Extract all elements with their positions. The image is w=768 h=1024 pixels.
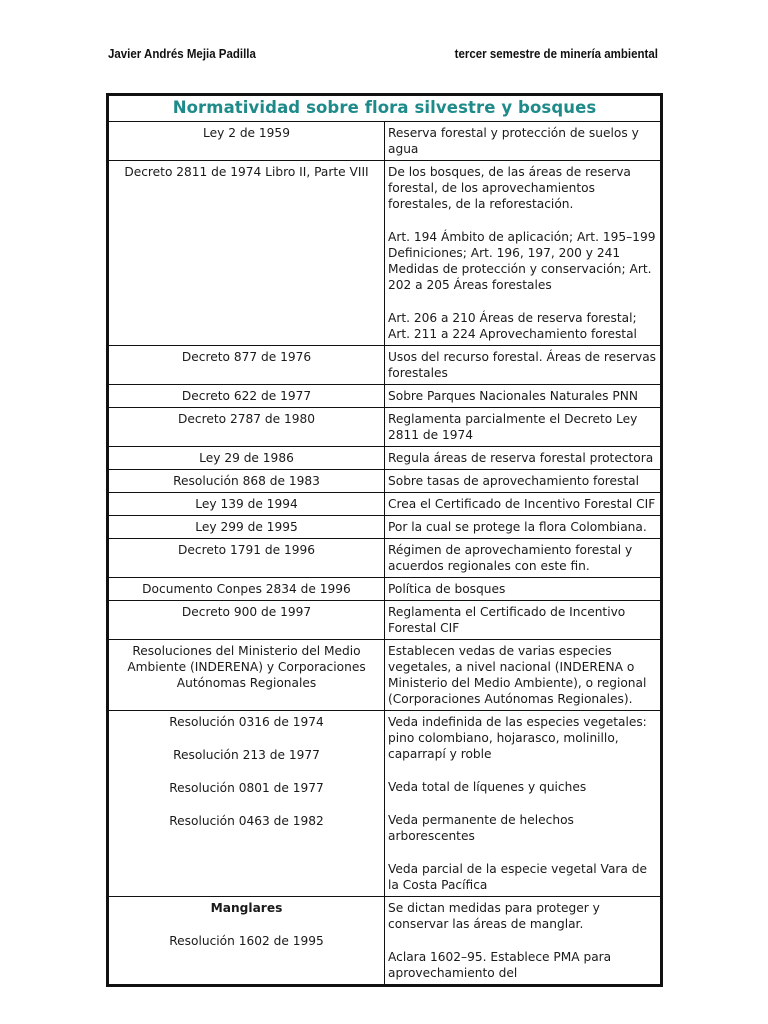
norm-cell — [109, 346, 384, 384]
norm-description: Por la cual se protege la flora Colombiana. — [388, 520, 647, 534]
norm-cell — [109, 493, 384, 515]
norm-description: Aclara 1602–95. Establece PMA para aprovechamiento del — [388, 950, 612, 980]
description-cell — [385, 493, 660, 515]
description-cell — [385, 346, 660, 384]
table-row — [109, 578, 660, 600]
norm-cell — [109, 539, 384, 577]
table-row — [109, 346, 660, 384]
description-cell — [385, 711, 660, 896]
norm-name: Resolución 0801 de 1977 — [169, 781, 324, 795]
norm-cell — [109, 711, 384, 896]
norm-description: Establecen vedas de varias especies vegetales, a nivel nacional (INDERENA o Ministerio del Medio Ambiente), o regional (Corporaciones Autónomas Regionales). — [388, 644, 647, 706]
norm-cell — [109, 640, 384, 710]
description-cell — [385, 601, 660, 639]
norm-cell — [109, 470, 384, 492]
norm-name: Ley 2 de 1959 — [203, 126, 290, 140]
norm-cell — [109, 161, 384, 345]
norm-description: Se dictan medidas para proteger y conservar las áreas de manglar. — [388, 901, 600, 931]
norm-description: Regula áreas de reserva forestal protectora — [388, 451, 654, 465]
table-row — [109, 408, 660, 446]
norm-description: Crea el Certificado de Incentivo Forestal CIF — [388, 497, 656, 511]
description-cell — [385, 470, 660, 492]
norm-description: De los bosques, de las áreas de reserva forestal, de los aprovechamientos forestales, de la reforestación. — [388, 165, 631, 211]
table-row — [109, 516, 660, 538]
norm-name: Ley 29 de 1986 — [199, 451, 294, 465]
norm-cell — [109, 408, 384, 446]
norm-name: Decreto 2787 de 1980 — [178, 412, 315, 426]
norm-name: Decreto 900 de 1997 — [181, 605, 312, 619]
norm-description: Reglamenta el Certificado de Incentivo Forestal CIF — [388, 605, 626, 635]
norm-description: Sobre tasas de aprovechamiento forestal — [388, 474, 640, 488]
norm-description: Usos del recurso forestal. Áreas de reservas forestales — [388, 350, 657, 380]
author-name: Javier Andrés Mejia Padilla — [108, 47, 256, 61]
norm-cell — [109, 601, 384, 639]
norm-cell — [109, 516, 384, 538]
table-row — [109, 539, 660, 577]
description-cell — [385, 539, 660, 577]
table-row — [109, 493, 660, 515]
norm-description: Art. 194 Ámbito de aplicación; Art. 195–199 Definiciones; Art. 196, 197, 200 y 241 Medidas de protección y conservación; Art. 202 a 205 Áreas forestales — [388, 230, 656, 292]
table-row — [109, 601, 660, 639]
norm-name: Ley 299 de 1995 — [195, 520, 298, 534]
norm-description: Reserva forestal y protección de suelos y agua — [388, 126, 639, 156]
table-title: Normatividad sobre flora silvestre y bosques — [109, 96, 660, 121]
course-name: tercer semestre de minería ambiental — [454, 47, 658, 61]
norm-description: Régimen de aprovechamiento forestal y acuerdos regionales con este fin. — [388, 543, 633, 573]
table-row — [109, 897, 660, 984]
table-row — [109, 640, 660, 710]
norm-cell — [109, 385, 384, 407]
description-cell — [385, 578, 660, 600]
description-cell — [385, 897, 660, 984]
table-row — [109, 470, 660, 492]
norm-description: Art. 206 a 210 Áreas de reserva forestal; Art. 211 a 224 Aprovechamiento forestal — [388, 311, 637, 341]
norm-cell — [109, 447, 384, 469]
norm-name: Decreto 877 de 1976 — [181, 350, 312, 364]
norm-description: Política de bosques — [388, 582, 506, 596]
norm-description: Veda parcial de la especie vegetal Vara de la Costa Pacífica — [388, 862, 648, 892]
description-cell — [385, 122, 660, 160]
table-row — [109, 161, 660, 345]
table-row — [109, 122, 660, 160]
norm-name: Resolución 0463 de 1982 — [169, 814, 324, 828]
norm-description: Veda indefinida de las especies vegetales: pino colombiano, hojarasco, molinillo, caparrapí y roble — [388, 715, 647, 761]
norm-name: Documento Conpes 2834 de 1996 — [142, 582, 351, 596]
description-cell — [385, 640, 660, 710]
section-heading: Manglares — [210, 901, 283, 915]
description-cell — [385, 408, 660, 446]
norm-name: Decreto 2811 de 1974 Libro II, Parte VIII — [124, 165, 369, 179]
norm-name: Resolución 213 de 1977 — [173, 748, 320, 762]
norm-description: Reglamenta parcialmente el Decreto Ley 2811 de 1974 — [388, 412, 638, 442]
description-cell — [385, 385, 660, 407]
norm-name: Decreto 1791 de 1996 — [178, 543, 315, 557]
norm-description: Sobre Parques Nacionales Naturales PNN — [388, 389, 638, 403]
regulations-table — [106, 93, 663, 987]
description-cell — [385, 161, 660, 345]
description-cell — [385, 516, 660, 538]
norm-cell — [109, 122, 384, 160]
norm-name: Ley 139 de 1994 — [195, 497, 298, 511]
norm-name: Decreto 622 de 1977 — [181, 389, 312, 403]
norm-description: Veda total de líquenes y quiches — [388, 780, 587, 794]
norm-cell — [109, 578, 384, 600]
norm-cell — [109, 897, 384, 984]
norm-name: Resolución 1602 de 1995 — [169, 934, 324, 948]
table-row — [109, 385, 660, 407]
table-row — [109, 447, 660, 469]
table-title-row — [109, 96, 660, 121]
norm-name: Resolución 0316 de 1974 — [169, 715, 324, 729]
table-row — [109, 711, 660, 896]
norm-name: Resolución 868 de 1983 — [173, 474, 320, 488]
description-cell — [385, 447, 660, 469]
norm-description: Veda permanente de helechos arborescentes — [388, 813, 574, 843]
norm-name: Resoluciones del Ministerio del Medio Ambiente (INDERENA) y Corporaciones Autónomas Regionales — [127, 644, 366, 690]
